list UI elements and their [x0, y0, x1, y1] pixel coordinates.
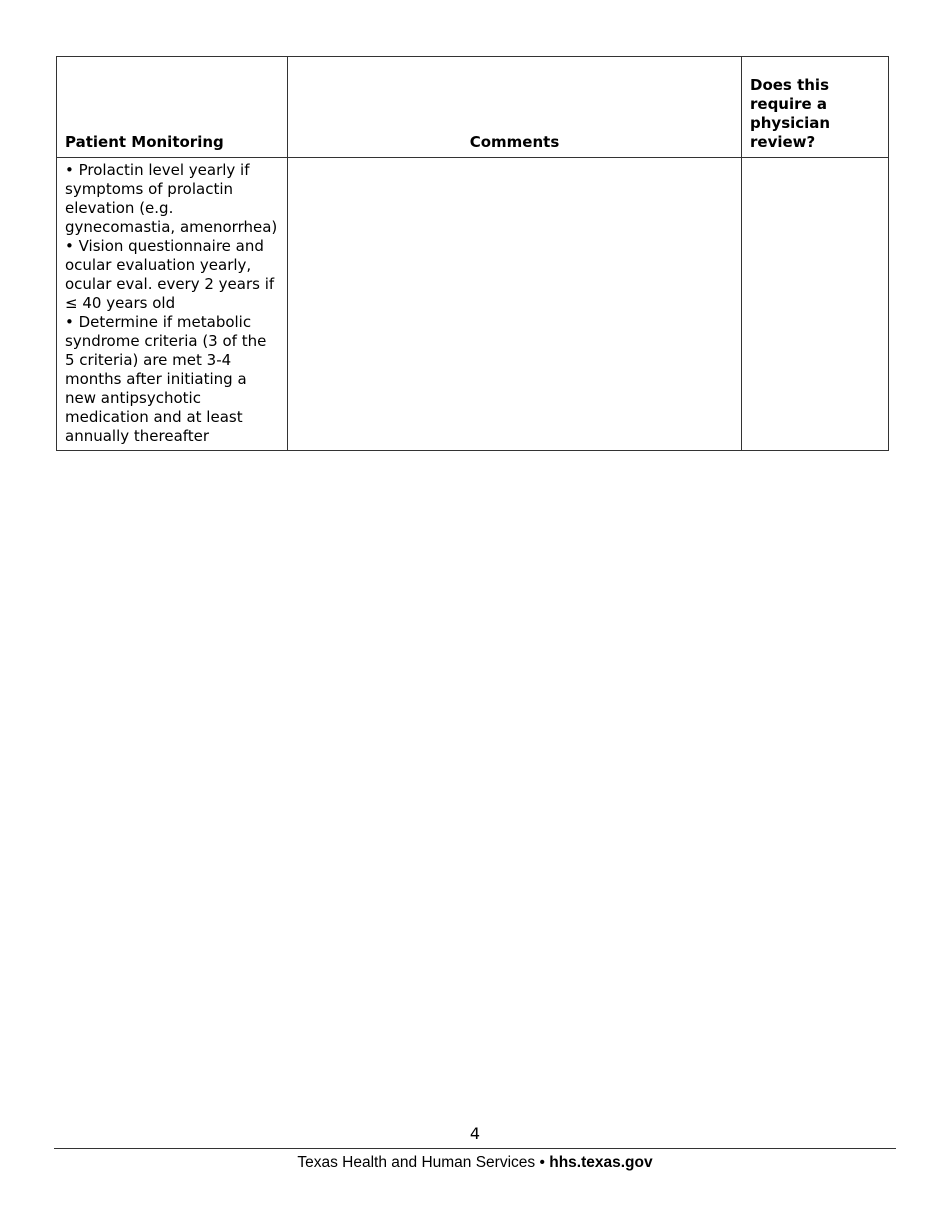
footer-divider: [54, 1148, 896, 1149]
monitoring-item: • Vision questionnaire and ocular evaluation yearly, ocular eval. every 2 years if ≤ 40 years old: [65, 237, 275, 312]
footer: [0, 1154, 950, 1172]
page-number: 4: [469, 1124, 481, 1143]
table-row: [57, 158, 889, 451]
header-physician-review: Does this require a physician review?: [742, 57, 889, 158]
monitoring-item: • Prolactin level yearly if symptoms of prolactin elevation (e.g. gynecomastia, amenorrhea): [65, 161, 278, 236]
table-header-row: [57, 57, 889, 158]
footer-organization: Texas Health and Human Services: [297, 1154, 536, 1171]
footer-website: hhs.texas.gov: [549, 1154, 653, 1171]
footer-separator: •: [539, 1154, 545, 1171]
monitoring-item: • Determine if metabolic syndrome criteria (3 of the 5 criteria) are met 3-4 months after initiating a new antipsychotic medication and at least annually thereafter: [65, 313, 267, 445]
patient-monitoring-cell: [57, 158, 288, 451]
comments-cell: [288, 158, 742, 451]
physician-review-cell: [742, 158, 889, 451]
header-comments: Comments: [288, 57, 742, 158]
header-patient-monitoring: Patient Monitoring: [57, 57, 288, 158]
monitoring-table: [56, 56, 889, 451]
